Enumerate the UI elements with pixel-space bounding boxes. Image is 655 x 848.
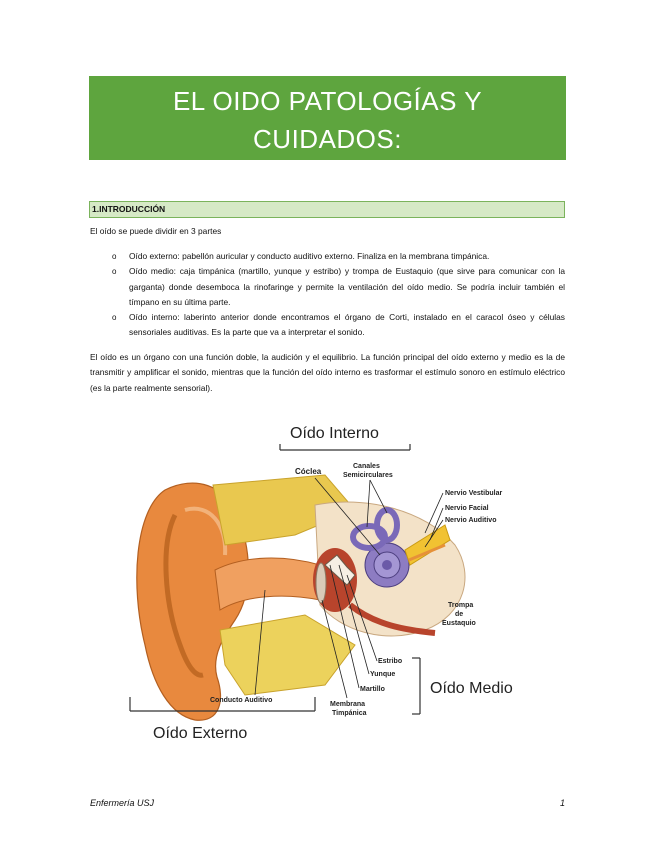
label-auditory-nerve: Nervio Auditivo	[445, 517, 497, 524]
part-inner: Oído interno: laberinto anterior donde encontramos el órgano de Corti, instalado en el caracol óseo y células sensoriales auditivas. Es la parte que va a interpretar el sonido.	[129, 312, 565, 338]
label-membrane-2: Timpánica	[332, 710, 367, 717]
document-title	[89, 76, 566, 160]
bullet-icon: o	[112, 267, 117, 277]
intro-text: El oído se puede dividir en 3 partes	[90, 226, 222, 236]
part-middle: Oído medio: caja timpánica (martillo, yunque y estribo) y trompa de Eustaquio (que sirve para comunicar con la garganta) donde desemboca la rinofaringe y permite la ventilación del oído medio. Se podría incluir también el tímpano en su última parte.	[129, 266, 565, 307]
label-stapes: Estribo	[378, 658, 403, 665]
tympanic-membrane-shape	[316, 563, 326, 603]
ear-canal-shape	[215, 558, 320, 610]
ear-anatomy-diagram	[125, 415, 550, 745]
label-middle-ear: Oído Medio	[430, 680, 513, 697]
label-tube-3: Eustaquio	[442, 620, 476, 627]
list-item	[110, 249, 565, 264]
title-line-2: CUIDADOS:	[253, 124, 402, 154]
label-tube-2: de	[455, 611, 464, 618]
label-malleus: Martillo	[360, 686, 385, 693]
label-vestibular-nerve: Nervio Vestibular	[445, 490, 503, 497]
label-canals-2: Semicirculares	[343, 472, 393, 479]
part-external: Oído externo: pabellón auricular y conducto auditivo externo. Finaliza en la membrana timpánica.	[129, 251, 490, 261]
bullet-icon: o	[112, 313, 117, 323]
page-number: 1	[560, 798, 566, 808]
ear-parts-list	[110, 249, 565, 341]
label-facial-nerve: Nervio Facial	[445, 505, 489, 512]
label-inner-ear: Oído Interno	[290, 425, 379, 442]
section-heading: 1.INTRODUCCIÓN	[89, 201, 565, 218]
list-item	[110, 264, 565, 310]
label-outer-ear: Oído Externo	[153, 725, 248, 742]
label-tube-1: Trompa	[448, 602, 474, 609]
label-membrane-1: Membrana	[330, 701, 366, 708]
footer-source: Enfermería USJ	[90, 798, 155, 808]
label-canals-1: Canales	[353, 463, 380, 470]
bone-lower	[220, 615, 355, 695]
label-incus: Yunque	[370, 671, 396, 678]
label-ear-canal: Conducto Auditivo	[210, 697, 273, 704]
body-paragraph: El oído es un órgano con una función doble, la audición y el equilibrio. La función principal del oído externo y medio es la de transmitir y amplificar el sonido, mientras que la función del oído interno es trasformar el estímulo sonoro en estímulo eléctrico (es la parte realmente sensorial).	[90, 352, 565, 393]
bullet-icon: o	[112, 252, 117, 261]
label-cochlea: Cóclea	[295, 467, 322, 476]
title-line-1: EL OIDO PATOLOGÍAS Y	[172, 86, 483, 116]
list-item	[110, 310, 565, 341]
